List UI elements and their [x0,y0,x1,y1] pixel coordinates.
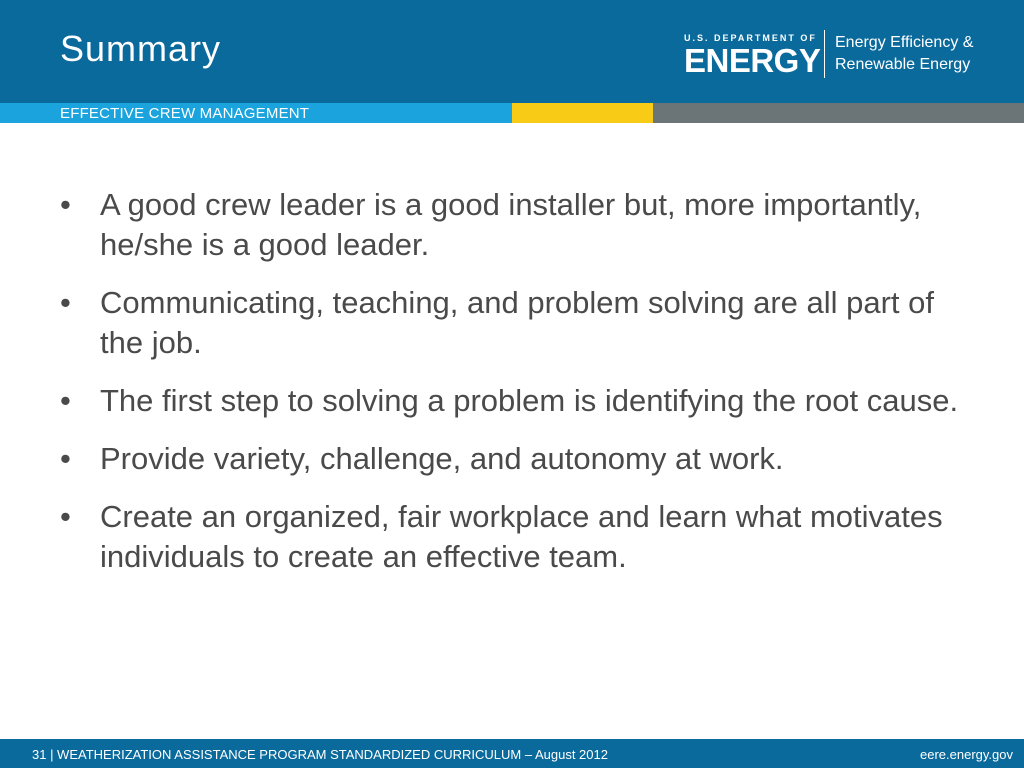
logo-department-text: U.S. DEPARTMENT OF [684,33,817,43]
footer-slide-info: 31 | WEATHERIZATION ASSISTANCE PROGRAM STANDARDIZED CURRICULUM – August 2012 [32,747,608,762]
bullet-text: Create an organized, fair workplace and learn what motivates individuals to create an effective team. [100,499,943,574]
bullet-text: Provide variety, challenge, and autonomy at work. [100,441,784,476]
slide-title: Summary [60,28,222,69]
logo-office-name [835,32,973,76]
bullet-marker: • [60,285,71,320]
header-bar [0,0,1024,103]
doe-eere-logo [684,30,1004,80]
section-subtitle: EFFECTIVE CREW MANAGEMENT [60,105,310,122]
logo-office-line2: Renewable Energy [835,56,971,73]
bullet-item [60,381,960,421]
bullet-text: Communicating, teaching, and problem solving are all part of the job. [100,285,935,360]
bullet-item [60,283,960,363]
bullet-item [60,439,960,479]
bullet-text: The first step to solving a problem is identifying the root cause. [100,383,959,418]
bullet-marker: • [60,187,71,222]
bullet-item [60,497,960,577]
band-gray-segment [653,103,1024,123]
footer-bar [0,739,1024,768]
logo-divider [824,30,825,78]
logo-office-line1: Energy Efficiency & [835,34,974,51]
bullet-item [60,185,960,265]
bullet-text: A good crew leader is a good installer but, more importantly, he/she is a good leader. [100,187,922,262]
band-yellow-segment [512,103,653,123]
bullet-marker: • [60,499,71,534]
bullet-list [60,185,960,595]
logo-wordmark: ENERGY [684,42,821,79]
bullet-marker: • [60,383,71,418]
bullet-marker: • [60,441,71,476]
footer-website: eere.energy.gov [920,747,1013,762]
